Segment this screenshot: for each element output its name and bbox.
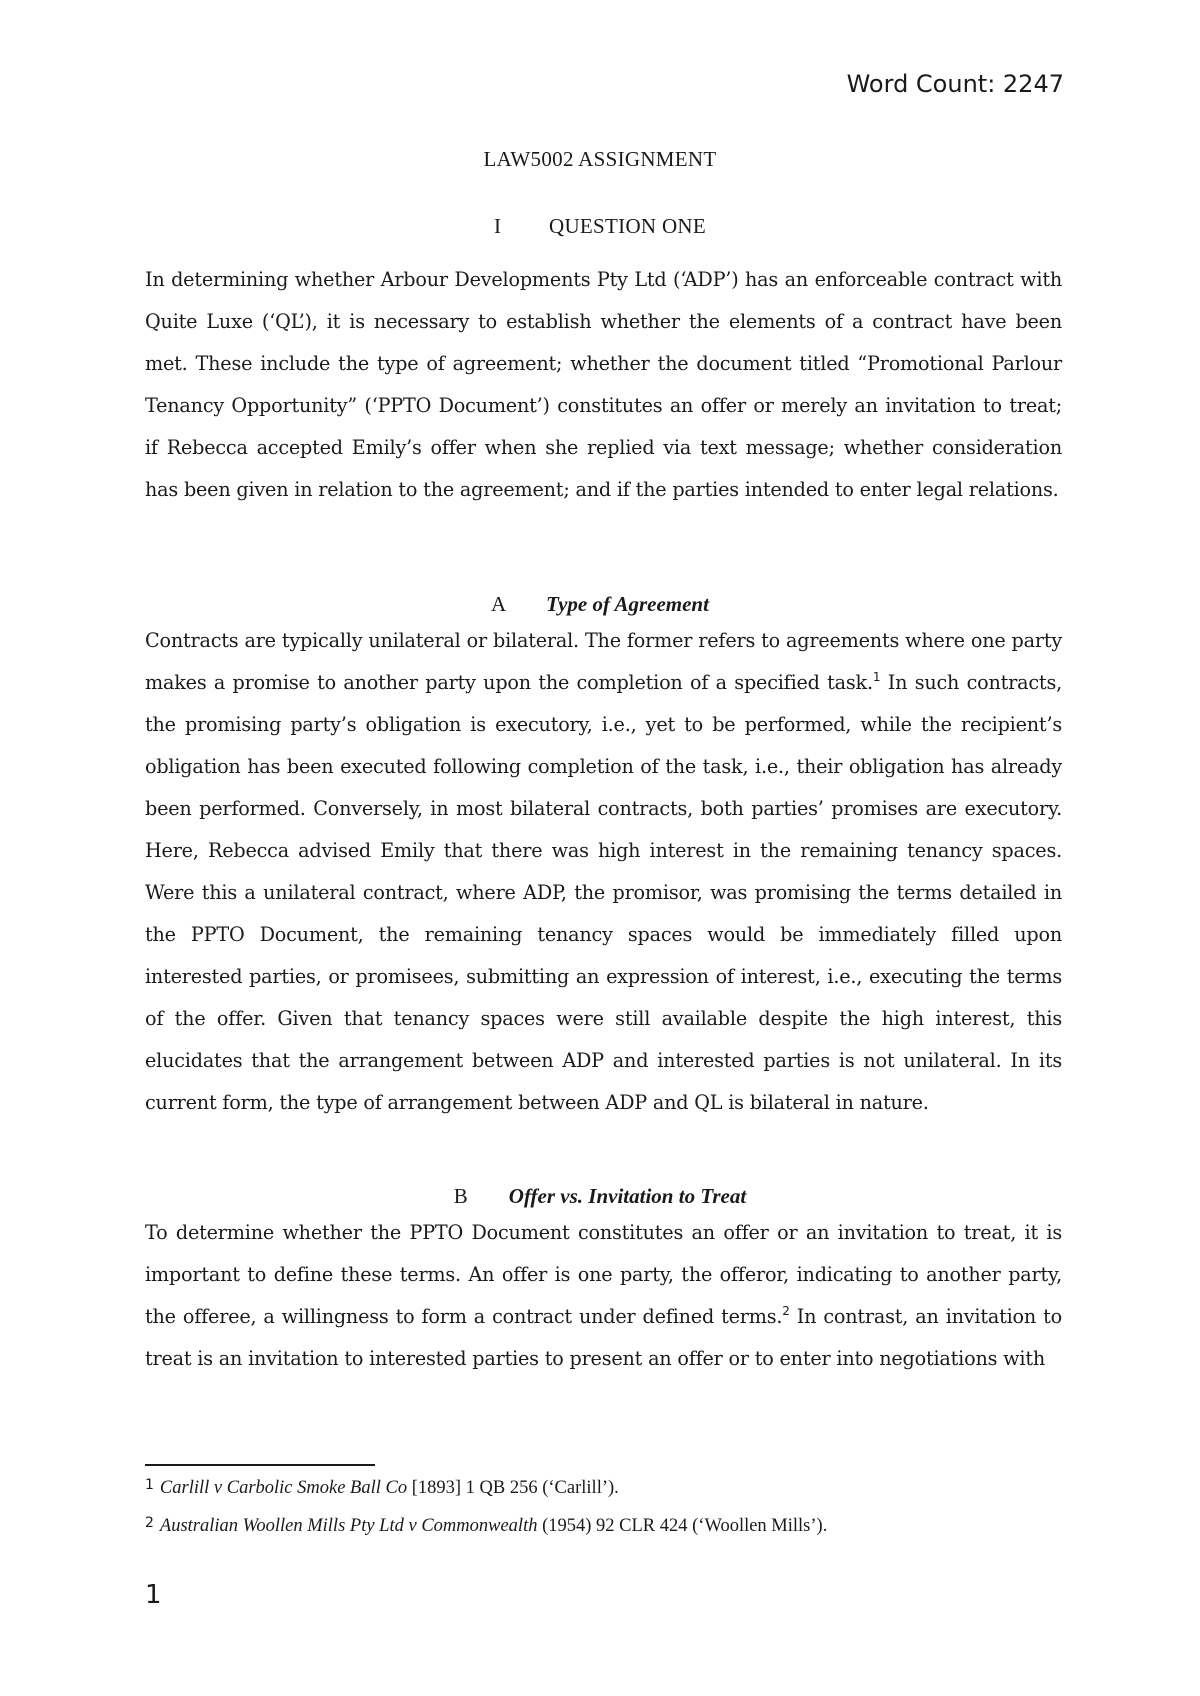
footnote-separator	[145, 1464, 375, 1466]
subsection-title: Offer vs. Invitation to Treat	[508, 1184, 747, 1208]
paragraph-text: In contrast, an invitation to treat is an invitation to interested parties to present an offer or to enter into negotiations with	[145, 1305, 1062, 1370]
paragraph-text: In such contracts, the promising party’s obligation is executory, i.e., yet to be performed, while the recipient’s obligation has been executed following completion of the task, i.e., their obligation has already been performed. Conversely, in most bilateral contracts, both parties’ promises are executory. Here, Rebecca advised Emily that there was high interest in the remaining tenancy spaces. Were this a unilateral contract, where ADP, the promisor, was promising the terms detailed in the PPTO Document, the remaining tenancy spaces would be immediately filled upon interested parties, or promisees, submitting an expression of interest, i.e., executing the terms of the offer. Given that tenancy spaces were still available despite the high interest, this elucidates that the arrangement between ADP and interested parties is not unilateral. In its current form, the type of arrangement between ADP and QL is bilateral in nature.	[145, 671, 1062, 1114]
footnote-case-name: Australian Woollen Mills Pty Ltd v Commonwealth	[159, 1516, 538, 1536]
type-of-agreement-paragraph	[145, 620, 1062, 1124]
section-heading-question-one	[0, 214, 1200, 239]
paragraph-text: Contracts are typically unilateral or bilateral. The former refers to agreements where one party makes a promise to another party upon the completion of a specified task.	[145, 629, 1062, 694]
subsection-letter: A	[491, 592, 507, 616]
section-title: QUESTION ONE	[549, 214, 706, 238]
paragraph-text: To determine whether the PPTO Document constitutes an offer or an invitation to treat, it is important to define these terms. An offer is one party, the offeror, indicating to another party, the offeree, a willingness to form a contract under defined terms.	[145, 1221, 1062, 1328]
footnote-1	[145, 1477, 1065, 1499]
offer-vs-invitation-paragraph	[145, 1212, 1062, 1380]
page-number: 1	[145, 1580, 162, 1610]
word-count: Word Count: 2247	[846, 70, 1064, 98]
footnote-citation: [1893] 1 QB 256 (‘Carlill’).	[407, 1478, 619, 1498]
footnote-case-name: Carlill v Carbolic Smoke Ball Co	[159, 1478, 408, 1498]
subsection-heading-type-of-agreement	[0, 592, 1200, 617]
footnote-2	[145, 1515, 1065, 1537]
subsection-title: Type of Agreement	[546, 592, 709, 616]
subsection-letter: B	[453, 1184, 468, 1208]
footnote-mark: 2	[145, 1515, 154, 1531]
footnote-citation: (1954) 92 CLR 424 (‘Woollen Mills’).	[537, 1516, 828, 1536]
section-number: I	[494, 214, 501, 238]
intro-paragraph: In determining whether Arbour Developments Pty Ltd (‘ADP’) has an enforceable contract with Quite Luxe (‘QL’), it is necessary to establish whether the elements of a contract have been met. These include the type of agreement; whether the document titled “Promotional Parlour Tenancy Opportunity” (‘PPTO Document’) constitutes an offer or merely an invitation to treat; if Rebecca accepted Emily’s offer when she replied via text message; whether consideration has been given in relation to the agreement; and if the parties intended to enter legal relations.	[145, 268, 1062, 501]
document-title: LAW5002 ASSIGNMENT	[483, 147, 717, 171]
footnote-reference-2[interactable]: 2	[782, 1304, 790, 1318]
footnote-reference-1[interactable]: 1	[872, 670, 881, 684]
footnote-mark: 1	[145, 1477, 154, 1493]
subsection-heading-offer-vs-invitation	[0, 1184, 1200, 1209]
